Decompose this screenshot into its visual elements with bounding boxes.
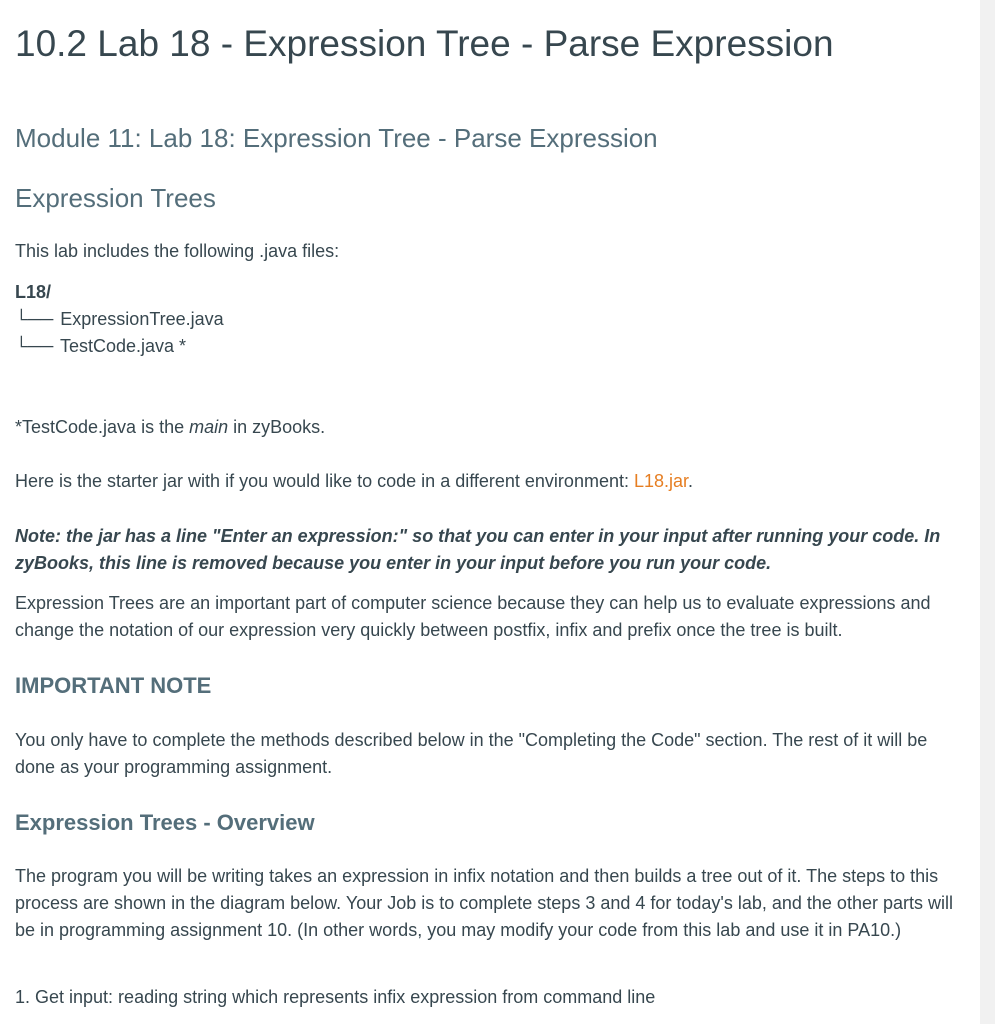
- page-title: 10.2 Lab 18 - Expression Tree - Parse Expression: [15, 23, 834, 64]
- important-note-text: You only have to complete the methods described below in the "Completing the Code" section. The rest of it will be done as your programming assignment.: [15, 730, 928, 777]
- overview-text: The program you will be writing takes an expression in infix notation and then builds a tree out of it. The steps to this process are shown in the diagram below. Your Job is to complete steps 3 and 4 for today's lab, and the other parts will be in programming assignment 10. (In other words, you may modify your code from this lab and use it in PA10.): [15, 866, 953, 940]
- intro-text: This lab includes the following .java files:: [15, 241, 340, 261]
- scrollbar-track[interactable]: [980, 0, 995, 1024]
- starter-jar-text: [15, 468, 960, 495]
- file-tree-item: [15, 306, 224, 333]
- file-name: TestCode.java *: [59, 336, 187, 356]
- module-heading: Module 11: Lab 18: Expression Tree - Parse Expression: [15, 123, 658, 153]
- tree-branch-glyph: └──: [15, 309, 54, 329]
- tree-branch-glyph: └──: [15, 336, 54, 356]
- main-note-emphasis: main: [189, 417, 229, 437]
- important-note-heading: IMPORTANT NOTE: [15, 673, 212, 698]
- main-note-prefix: *TestCode.java is the: [15, 417, 190, 437]
- file-name: ExpressionTree.java: [60, 309, 224, 329]
- file-tree-root: L18/: [15, 282, 52, 302]
- expression-trees-description: Expression Trees are an important part of computer science because they can help us to evaluate expressions and change the notation of our expression very quickly between postfix, infix and prefix once the tree is built.: [15, 593, 931, 640]
- file-tree-item: [15, 333, 186, 360]
- overview-heading: Expression Trees - Overview: [15, 810, 315, 835]
- starter-jar-link[interactable]: L18.jar: [633, 471, 689, 491]
- main-note: [15, 414, 960, 441]
- main-note-suffix: in zyBooks.: [228, 417, 326, 437]
- starter-jar-suffix: .: [688, 471, 694, 491]
- jar-note: Note: the jar has a line "Enter an expression:" so that you can enter in your input after running your code. In zyBooks, this line is removed because you enter in your input before you run your code.: [15, 526, 941, 573]
- step-1-text: 1. Get input: reading string which represents infix expression from command line: [15, 987, 656, 1007]
- section-heading-expression-trees: Expression Trees: [15, 183, 216, 213]
- starter-jar-prefix: Here is the starter jar with if you would like to code in a different environment:: [15, 471, 634, 491]
